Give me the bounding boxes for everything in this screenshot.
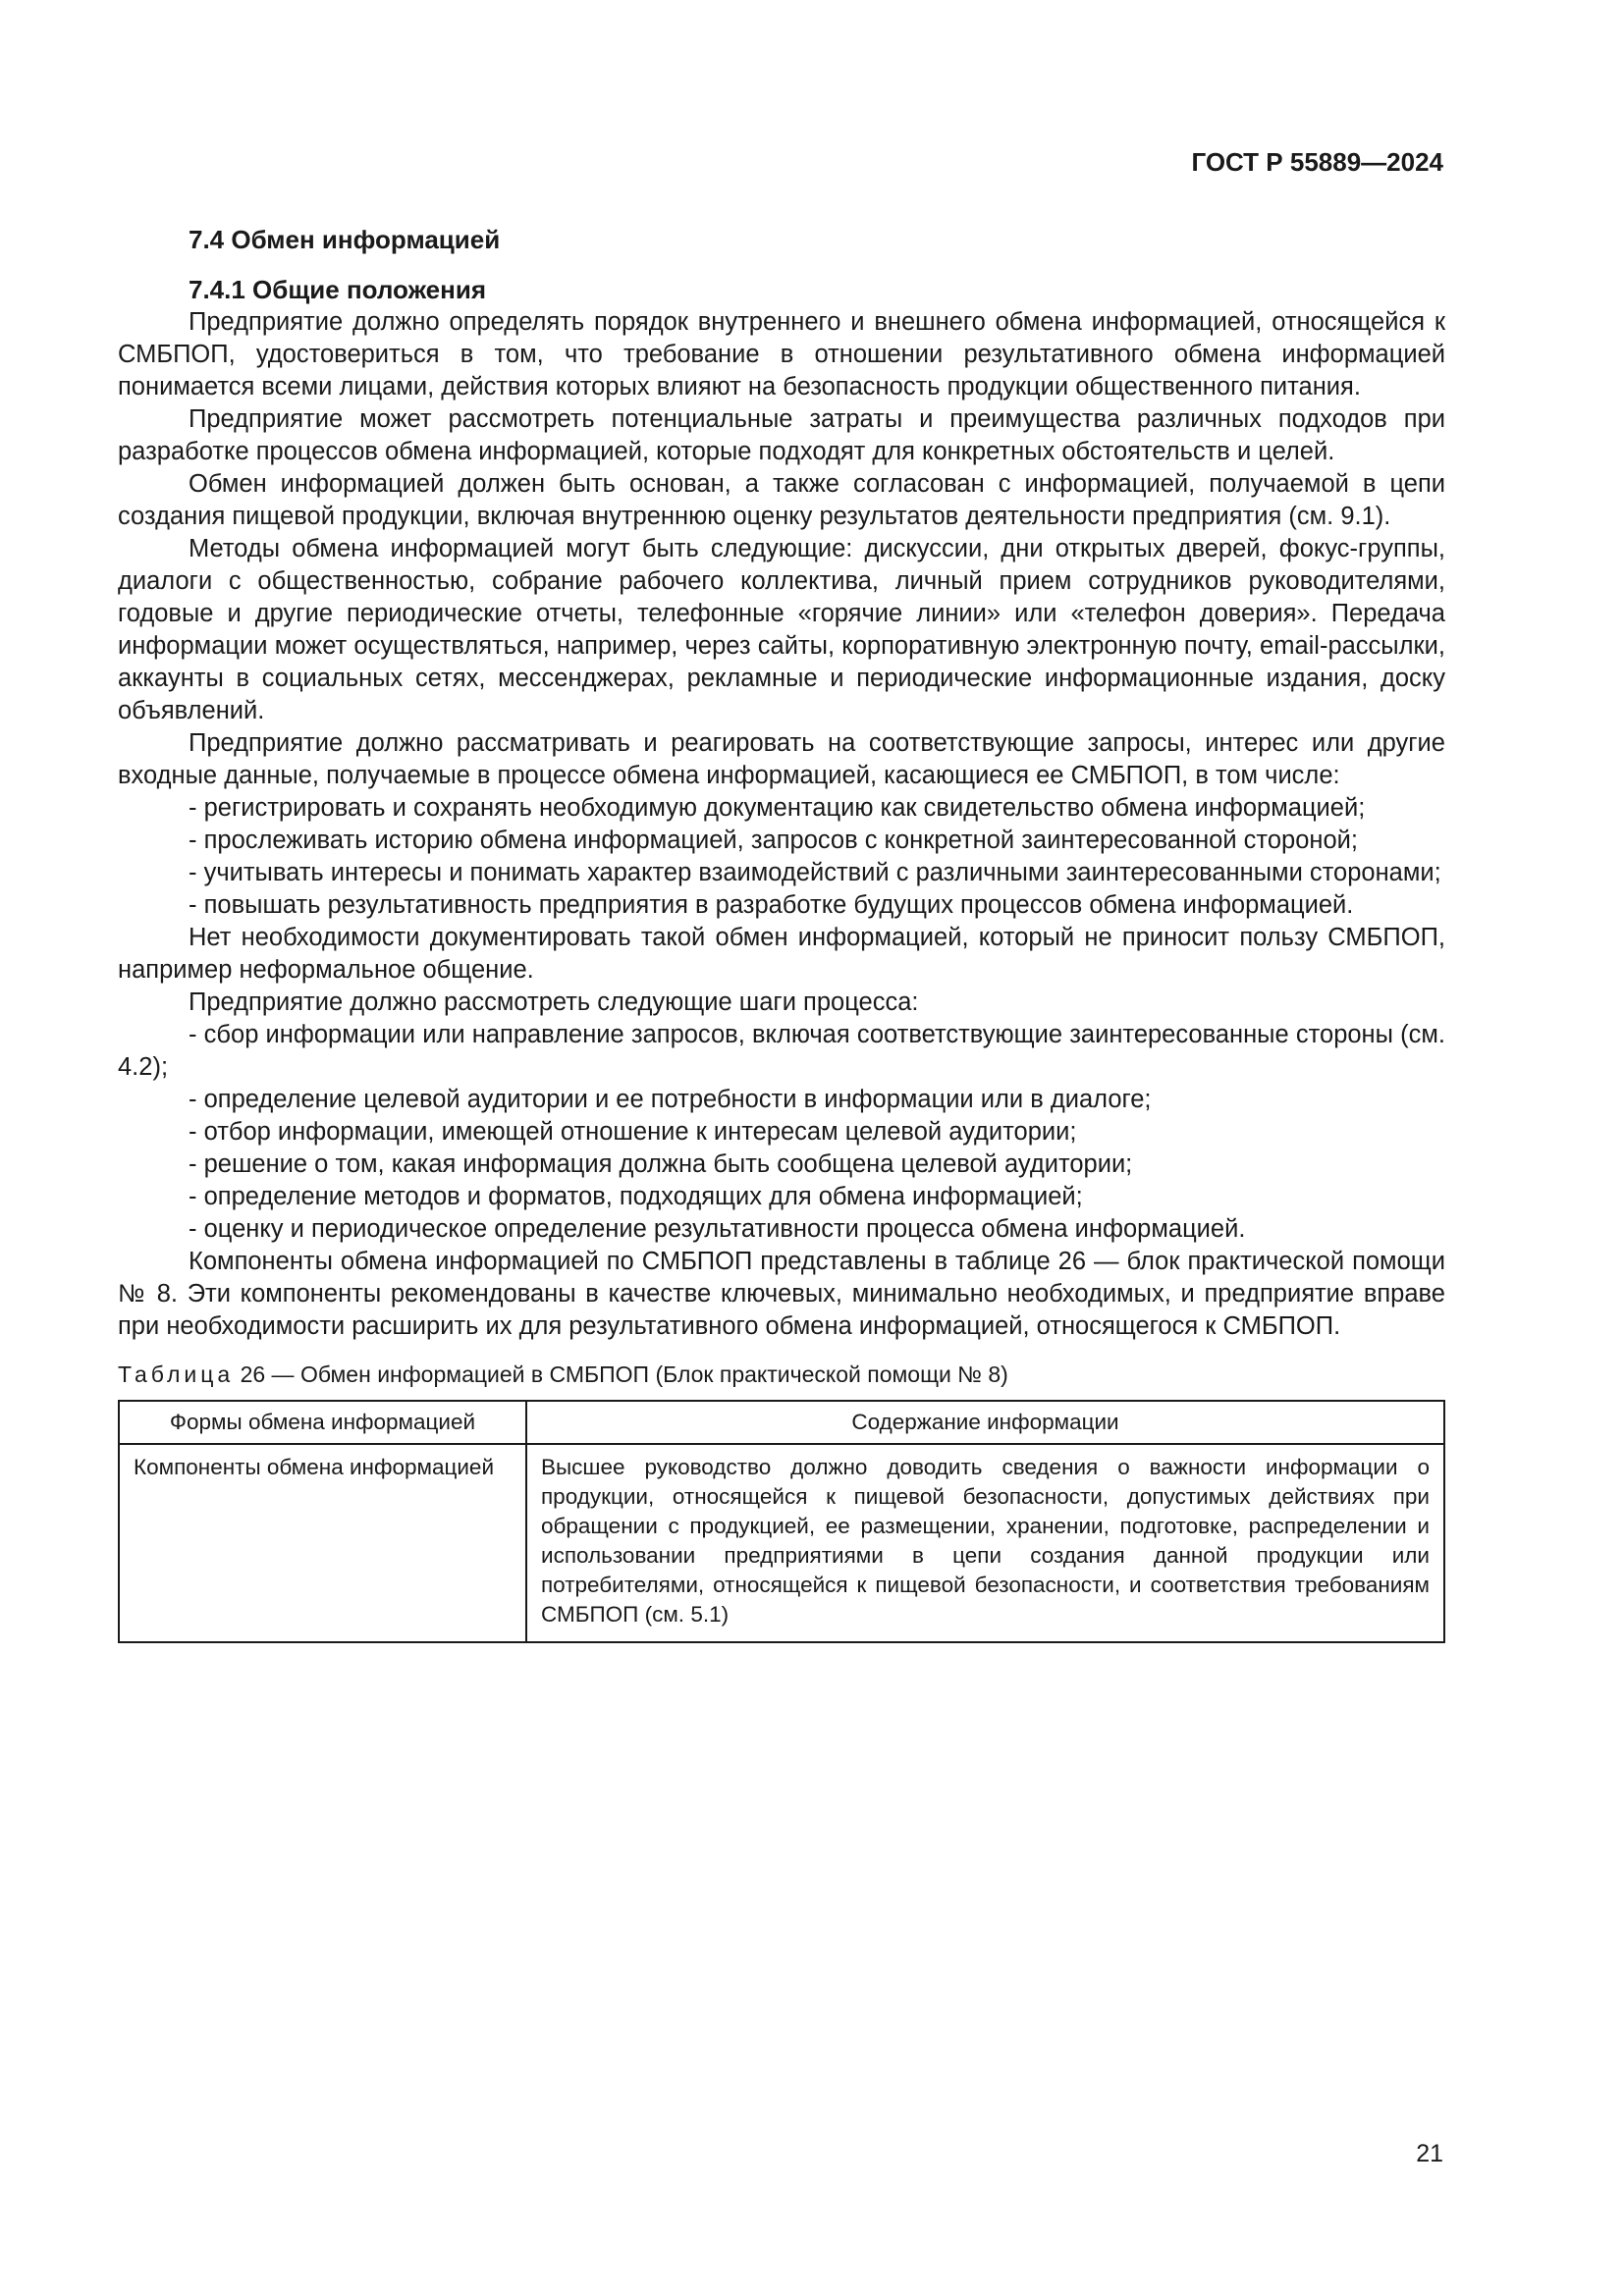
- page-number: 21: [1416, 2140, 1443, 2167]
- list-item: - регистрировать и сохранять необходимую документацию как свидетельство обмена информацией;: [189, 794, 1366, 822]
- paragraph-7: Предприятие должно рассмотреть следующие шаги процесса:: [189, 988, 919, 1016]
- table-header-forms: Формы обмена информацией: [119, 1401, 526, 1444]
- table-caption-label: Таблица: [118, 1362, 235, 1387]
- list-item: - повышать результативность предприятия в разработке будущих процессов обмена информацией.: [189, 891, 1354, 919]
- page-content: [118, 224, 1445, 1643]
- process-steps-list: [118, 1019, 1445, 1246]
- list-item: - определение целевой аудитории и ее потребности в информации или в диалоге;: [189, 1086, 1152, 1113]
- document-code: ГОСТ Р 55889—2024: [1191, 147, 1443, 177]
- requirements-list: [118, 792, 1445, 922]
- table-cell-form: Компоненты обмена информацией: [119, 1444, 526, 1642]
- table-row: [119, 1444, 1444, 1642]
- list-item: - учитывать интересы и понимать характер взаимодействий с различными заинтересованными сторонами;: [189, 859, 1441, 886]
- table-caption-text: 26 — Обмен информацией в СМБПОП (Блок практической помощи № 8): [240, 1362, 1008, 1387]
- paragraph-6: Нет необходимости документировать такой обмен информацией, который не приносит пользу СМБПОП, например неформальное общение.: [118, 924, 1445, 984]
- paragraph-3: Обмен информацией должен быть основан, а также согласован с информацией, получаемой в цепи создания пищевой продукции, включая внутреннюю оценку результатов деятельности предприятия (см. 9.1).: [118, 470, 1445, 530]
- list-item: - прослеживать историю обмена информацией, запросов с конкретной заинтересованной стороной;: [189, 827, 1358, 854]
- paragraph-5: Предприятие должно рассматривать и реагировать на соответствующие запросы, интерес или другие входные данные, получаемые в процессе обмена информацией, касающиеся ее СМБПОП, в том числе:: [118, 729, 1445, 789]
- paragraph-1: Предприятие должно определять порядок внутреннего и внешнего обмена информацией, относящейся к СМБПОП, удостовериться в том, что требование в отношении результативного обмена информацией понимается всеми лицами, действия которых влияют на безопасность продукции общественного питания.: [118, 308, 1445, 400]
- list-item: - отбор информации, имеющей отношение к интересам целевой аудитории;: [189, 1118, 1077, 1146]
- info-exchange-table: [118, 1400, 1445, 1643]
- list-item: - решение о том, какая информация должна быть сообщена целевой аудитории;: [189, 1150, 1133, 1178]
- list-item: - оценку и периодическое определение результативности процесса обмена информацией.: [189, 1215, 1246, 1243]
- list-item: - определение методов и форматов, подходящих для обмена информацией;: [189, 1183, 1083, 1210]
- table-header-row: [119, 1401, 1444, 1444]
- table-caption: [118, 1359, 1445, 1390]
- subsection-title: 7.4.1 Общие положения: [189, 275, 486, 304]
- paragraph-4: Методы обмена информацией могут быть следующие: дискуссии, дни открытых дверей, фокус-группы, диалоги с общественностью, собрание рабочего коллектива, личный прием сотрудников руководителями, годовые и другие периодические отчеты, телефонные «горячие линии» или «телефон доверия». Передача информации может осуществляться, например, через сайты, корпоративную электронную почту, email-рассылки, аккаунты в социальных сетях, мессенджерах, рекламные и периодические информационные издания, доску объявлений.: [118, 535, 1445, 724]
- paragraph-2: Предприятие может рассмотреть потенциальные затраты и преимущества различных подходов при разработке процессов обмена информацией, которые подходят для конкретных обстоятельств и целей.: [118, 405, 1445, 465]
- table-header-content: Содержание информации: [526, 1401, 1444, 1444]
- paragraph-8: Компоненты обмена информацией по СМБПОП представлены в таблице 26 — блок практической помощи № 8. Эти компоненты рекомендованы в качестве ключевых, минимально необходимых, и предприятие вправе при необходимости расширить их для результативного обмена информацией, относящегося к СМБПОП.: [118, 1248, 1445, 1340]
- list-item: - сбор информации или направление запросов, включая соответствующие заинтересованные стороны (см. 4.2);: [118, 1021, 1445, 1081]
- table-cell-content: Высшее руководство должно доводить сведения о важности информации о продукции, относящейся к пищевой безопасности, допустимых действиях при обращении с продукцией, ее размещении, хранении, подготовке, распределении и использовании предприятиями в цепи создания данной продукции или потребителями, относящейся к пищевой безопасности, и соответствия требованиям СМБПОП (см. 5.1): [526, 1444, 1444, 1642]
- section-title: 7.4 Обмен информацией: [189, 225, 501, 254]
